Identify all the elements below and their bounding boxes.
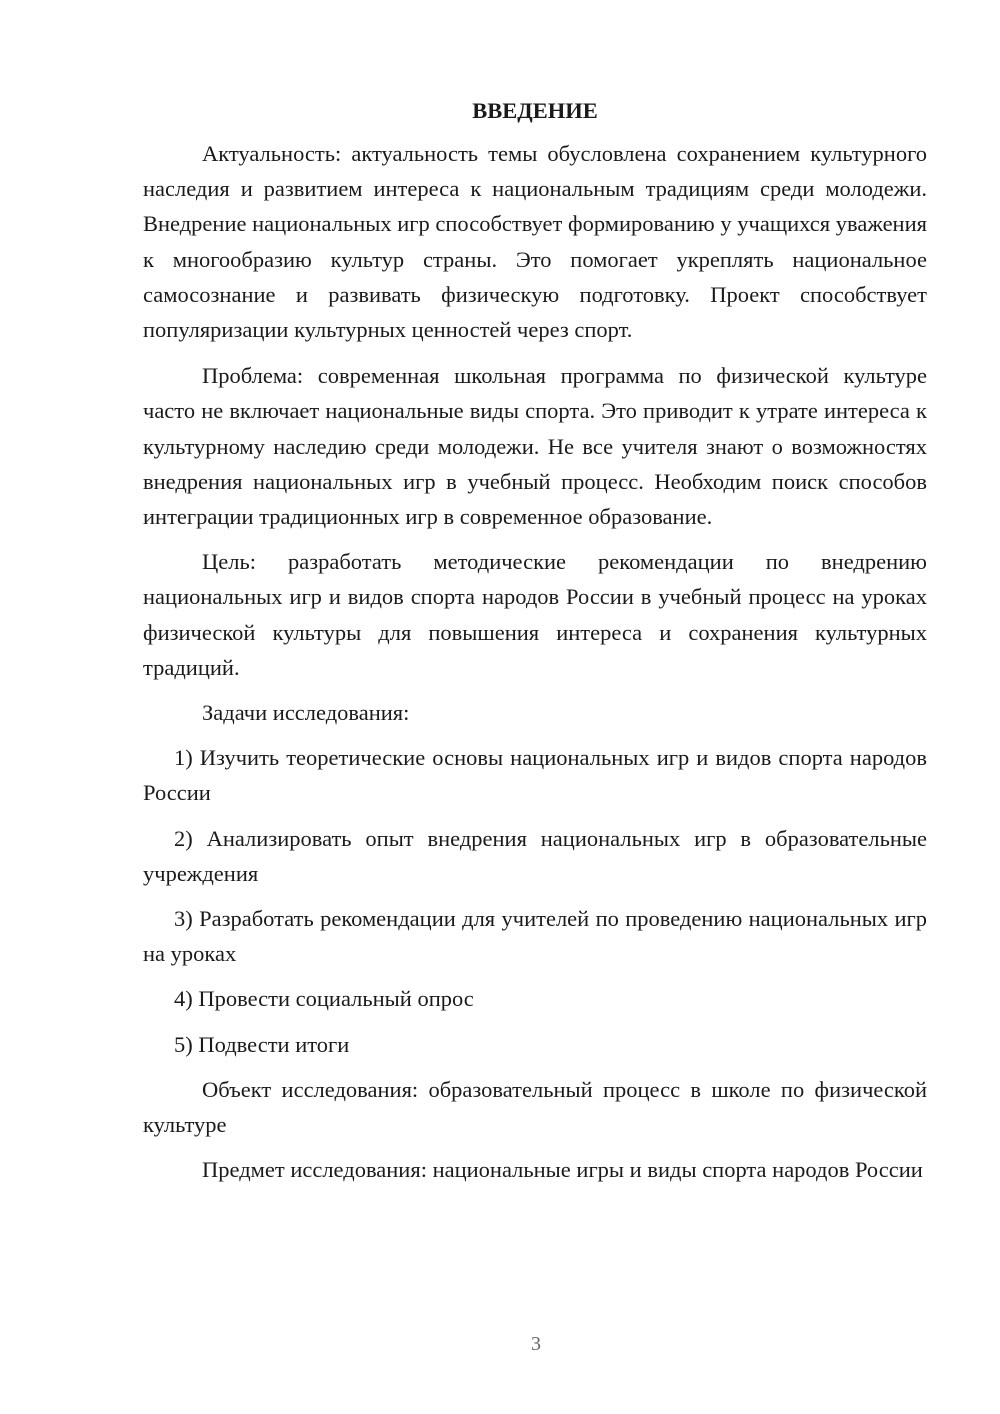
subject-paragraph: Предмет исследования: национальные игры и виды спорта народов России [202,1157,923,1183]
task-item: 5) Подвести итоги [174,1031,350,1057]
section-heading: ВВЕДЕНИЕ [472,98,598,123]
relevance-paragraph: Актуальность: актуальность темы обусловлена сохранением культурного наследия и развитием интереса к национальным традициям среди молодежи. Внедрение национальных игр способствует формированию у учащихся уважения к многообразию культур страны. Это помогает укреплять национальное самосознание и развивать физическую подготовку. Проект способствует популяризации культурных ценностей через спорт. [143,141,927,343]
page-number: 3 [531,1333,541,1355]
task-item: 1) Изучить теоретические основы национальных игр и видов спорта народов России [143,745,927,806]
goal-paragraph: Цель: разработать методические рекомендации по внедрению национальных игр и видов спорта народов России в учебный процесс на уроках физической культуры для повышения интереса и сохранения культурных традиций. [143,549,927,680]
tasks-title: Задачи исследования: [202,700,410,726]
object-paragraph: Объект исследования: образовательный процесс в школе по физической культуре [143,1076,927,1138]
task-item: 3) Разработать рекомендации для учителей по проведению национальных игр на уроках [143,906,927,967]
task-item: 4) Провести социальный опрос [174,986,474,1012]
document-page [143,96,927,1197]
task-item: 2) Анализировать опыт внедрения национальных игр в образовательные учреждения [143,825,927,886]
problem-paragraph: Проблема: современная школьная программа по физической культуре часто не включает национальные виды спорта. Это приводит к утрате интереса к культурному наследию среди молодежи. Не все учителя знают о возможностях внедрения национальных игр в учебный процесс. Необходим поиск способов интеграции традиционных игр в современное образование. [143,363,927,530]
